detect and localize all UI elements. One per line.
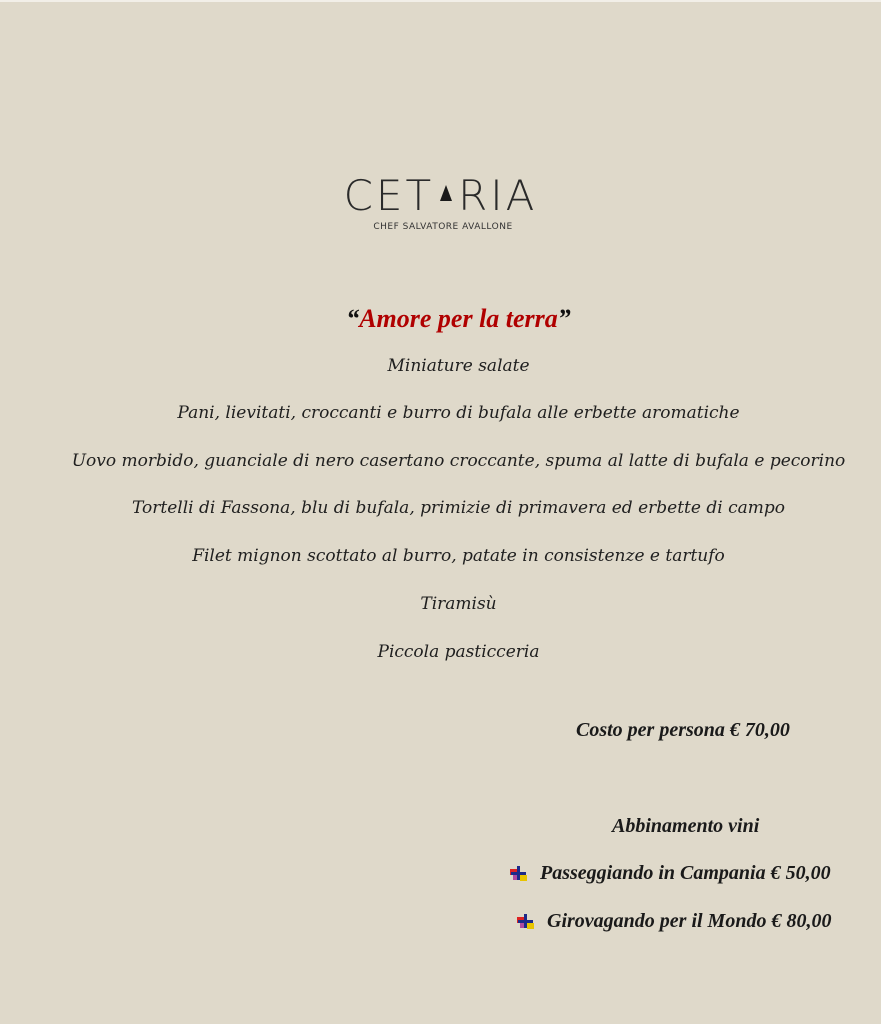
course-item: Tiramisù xyxy=(420,594,497,614)
logo-word-right: RIA xyxy=(458,171,538,220)
wine-option-label: Girovagando per il Mondo € 80,00 xyxy=(547,910,832,932)
menu-title-open-quote: “ xyxy=(346,304,360,333)
logo-subtitle: CHEF SALVATORE AVALLONE xyxy=(373,222,513,232)
restaurant-logo xyxy=(0,172,881,232)
menu-price: Costo per persona € 70,00 xyxy=(576,719,790,741)
menu-title xyxy=(0,304,881,334)
course-item: Pani, lievitati, croccanti e burro di bufala alle erbette aromatiche xyxy=(177,403,740,423)
colorful-cross-bullet-icon xyxy=(517,914,535,930)
menu-title-name: Amore per la terra xyxy=(359,304,558,333)
wine-option-label: Passeggiando in Campania € 50,00 xyxy=(540,862,831,884)
colorful-cross-bullet-icon xyxy=(510,866,528,882)
course-item: Tortelli di Fassona, blu di bufala, primizie di primavera ed erbette di campo xyxy=(132,498,785,518)
course-item: Uovo morbido, guanciale di nero casertano croccante, spuma al latte di bufala e pecorino xyxy=(71,451,846,471)
top-edge xyxy=(0,0,881,2)
logo-wordmark xyxy=(344,172,538,220)
menu-title-close-quote: ” xyxy=(557,304,571,333)
logo-word-left: CET xyxy=(343,171,435,220)
course-item: Filet mignon scottato al burro, patate in consistenze e tartufo xyxy=(192,546,725,566)
wine-pairing-heading: Abbinamento vini xyxy=(612,815,760,837)
wine-option xyxy=(510,862,831,885)
wine-option xyxy=(517,910,831,933)
logo-triangle-icon xyxy=(440,185,452,201)
course-item: Piccola pasticceria xyxy=(377,642,540,662)
course-item: Miniature salate xyxy=(387,356,530,376)
